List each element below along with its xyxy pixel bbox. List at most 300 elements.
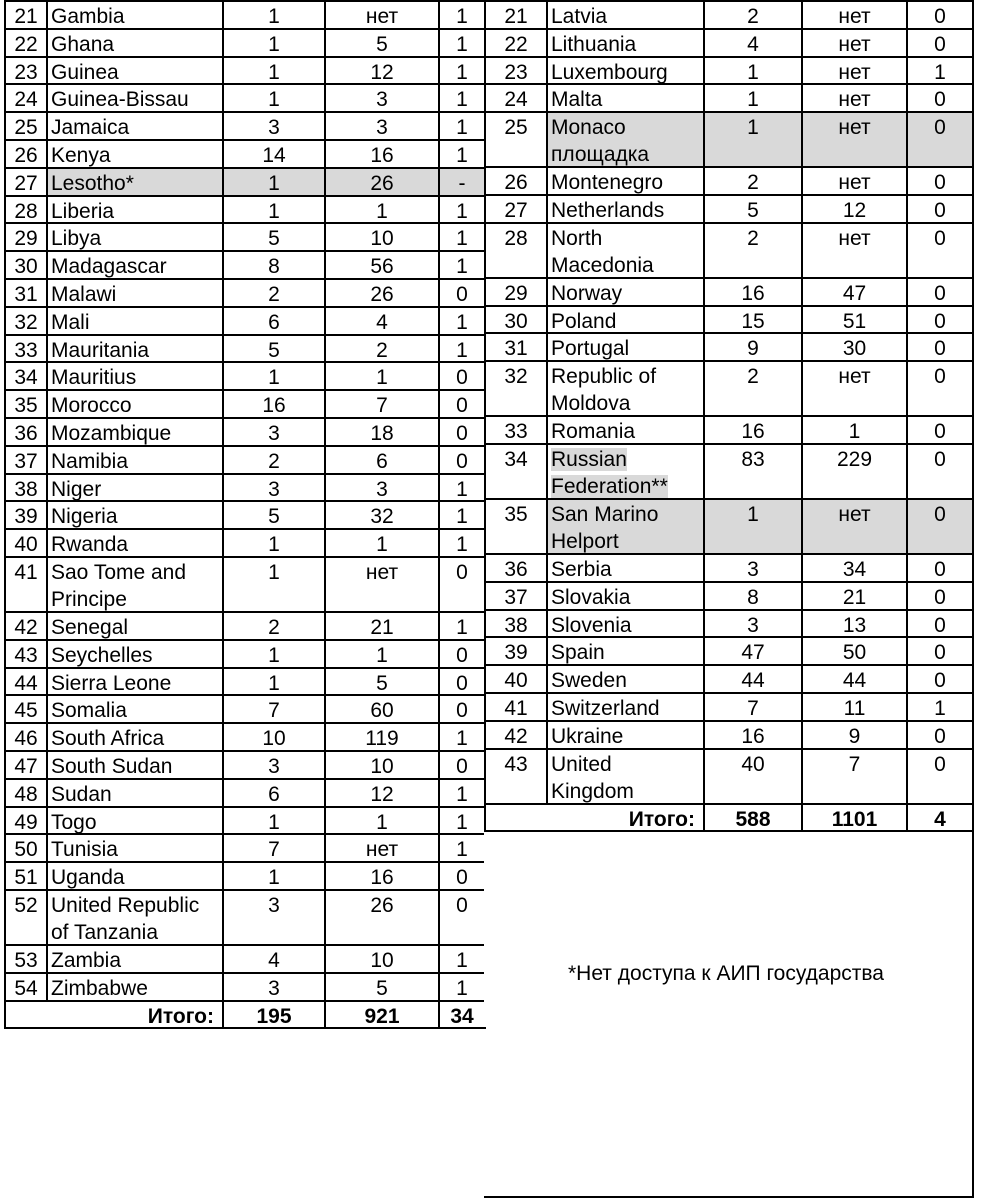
country-name: Ghana xyxy=(46,28,222,56)
value-cell: 5 xyxy=(703,194,801,222)
row-number: 39 xyxy=(484,636,546,664)
country-name: Mozambique xyxy=(46,417,222,445)
value-cell: 4 xyxy=(222,944,324,972)
value-cell: 0 xyxy=(906,748,972,803)
country-name: Malawi xyxy=(46,278,222,306)
value-cell: 1 xyxy=(438,722,484,750)
country-name: Serbia xyxy=(546,553,703,581)
row-number: 22 xyxy=(4,28,46,56)
value-cell: 1 xyxy=(438,222,484,250)
value-cell: 0 xyxy=(438,278,484,306)
value-cell: 1 xyxy=(222,528,324,556)
total-value: 588 xyxy=(703,803,801,831)
value-cell: 60 xyxy=(324,694,438,722)
country-name: Ukraine xyxy=(546,720,703,748)
country-name: Niger xyxy=(46,473,222,501)
value-cell: 0 xyxy=(906,111,972,166)
airports-table xyxy=(4,0,972,1198)
value-cell: 3 xyxy=(703,609,801,637)
value-cell: нет xyxy=(324,833,438,861)
country-name: Sweden xyxy=(546,664,703,692)
total-label: Итого: xyxy=(4,1000,222,1028)
value-cell: 2 xyxy=(222,445,324,473)
value-cell: 34 xyxy=(801,553,906,581)
value-cell: 21 xyxy=(801,581,906,609)
value-cell: 3 xyxy=(222,417,324,445)
value-cell: 26 xyxy=(324,278,438,306)
value-cell: 0 xyxy=(438,694,484,722)
row-number: 32 xyxy=(484,360,546,415)
row-number: 46 xyxy=(4,722,46,750)
value-cell: 11 xyxy=(801,692,906,720)
country-name: Luxembourg xyxy=(546,56,703,84)
value-cell: 1 xyxy=(222,861,324,889)
total-value: 4 xyxy=(906,803,972,831)
country-name: North Macedonia xyxy=(546,222,703,277)
country-name: Madagascar xyxy=(46,250,222,278)
row-number: 41 xyxy=(484,692,546,720)
value-cell: 119 xyxy=(324,722,438,750)
country-name: Switzerland xyxy=(546,692,703,720)
value-cell: 12 xyxy=(324,778,438,806)
country-name: Poland xyxy=(546,305,703,333)
value-cell: 0 xyxy=(906,166,972,194)
country-name: Jamaica xyxy=(46,111,222,139)
value-cell: 21 xyxy=(324,611,438,639)
row-number: 31 xyxy=(4,278,46,306)
value-cell: 0 xyxy=(438,889,484,944)
value-cell: 1 xyxy=(801,415,906,443)
row-number: 40 xyxy=(484,664,546,692)
country-name: Gambia xyxy=(46,0,222,28)
value-cell: 1 xyxy=(222,56,324,84)
country-name: Zambia xyxy=(46,944,222,972)
value-cell: 3 xyxy=(703,553,801,581)
value-cell: 1 xyxy=(222,0,324,28)
value-cell: 0 xyxy=(906,332,972,360)
country-name: Libya xyxy=(46,222,222,250)
value-cell: 5 xyxy=(222,222,324,250)
value-cell: 0 xyxy=(906,581,972,609)
value-cell: 1 xyxy=(438,0,484,28)
country-name: Romania xyxy=(546,415,703,443)
value-cell: 4 xyxy=(324,306,438,334)
country-name: Tunisia xyxy=(46,833,222,861)
row-number: 28 xyxy=(484,222,546,277)
row-number: 34 xyxy=(484,443,546,498)
value-cell: 47 xyxy=(801,277,906,305)
row-number: 42 xyxy=(484,720,546,748)
value-cell: 16 xyxy=(703,277,801,305)
value-cell: 2 xyxy=(324,334,438,362)
value-cell: 13 xyxy=(801,609,906,637)
country-name: Rwanda xyxy=(46,528,222,556)
country-name: Portugal xyxy=(546,332,703,360)
value-cell: 0 xyxy=(906,0,972,28)
row-number: 54 xyxy=(4,972,46,1000)
value-cell: 5 xyxy=(222,334,324,362)
country-name: South Africa xyxy=(46,722,222,750)
value-cell: нет xyxy=(801,498,906,553)
country-name: Guinea xyxy=(46,56,222,84)
value-cell: нет xyxy=(801,111,906,166)
value-cell: 2 xyxy=(222,278,324,306)
value-cell: 1 xyxy=(438,611,484,639)
value-cell: 2 xyxy=(703,360,801,415)
total-value: 1101 xyxy=(801,803,906,831)
table-bottom-border xyxy=(4,1027,486,1029)
row-number: 23 xyxy=(4,56,46,84)
value-cell: 0 xyxy=(438,417,484,445)
value-cell: 44 xyxy=(801,664,906,692)
value-cell: нет xyxy=(324,556,438,611)
value-cell: 1 xyxy=(438,944,484,972)
row-number: 50 xyxy=(4,833,46,861)
value-cell: 1 xyxy=(222,167,324,195)
row-number: 24 xyxy=(4,83,46,111)
value-cell: 4 xyxy=(703,28,801,56)
row-number: 41 xyxy=(4,556,46,611)
value-cell: нет xyxy=(801,56,906,84)
value-cell: 1 xyxy=(438,833,484,861)
value-cell: 47 xyxy=(703,636,801,664)
value-cell: 229 xyxy=(801,443,906,498)
value-cell: 0 xyxy=(906,609,972,637)
value-cell: 1 xyxy=(438,139,484,167)
value-cell: 12 xyxy=(801,194,906,222)
value-cell: 1 xyxy=(222,83,324,111)
row-number: 53 xyxy=(4,944,46,972)
row-number: 26 xyxy=(484,166,546,194)
row-number: 45 xyxy=(4,694,46,722)
frame-right-border xyxy=(972,830,974,1198)
value-cell: 6 xyxy=(222,306,324,334)
country-name: Senegal xyxy=(46,611,222,639)
value-cell: 2 xyxy=(703,166,801,194)
row-number: 30 xyxy=(484,305,546,333)
value-cell: 3 xyxy=(324,473,438,501)
row-number: 27 xyxy=(4,167,46,195)
value-cell: 8 xyxy=(222,250,324,278)
value-cell: 26 xyxy=(324,889,438,944)
row-number: 36 xyxy=(4,417,46,445)
country-name: San Marino Helport xyxy=(546,498,703,553)
row-number: 30 xyxy=(4,250,46,278)
value-cell: нет xyxy=(801,222,906,277)
value-cell: - xyxy=(438,167,484,195)
value-cell: 0 xyxy=(906,222,972,277)
value-cell: 3 xyxy=(222,889,324,944)
value-cell: 1 xyxy=(438,111,484,139)
value-cell: 1 xyxy=(703,83,801,111)
value-cell: 1 xyxy=(906,56,972,84)
value-cell: 7 xyxy=(801,748,906,803)
value-cell: 15 xyxy=(703,305,801,333)
row-number: 33 xyxy=(484,415,546,443)
value-cell: 0 xyxy=(438,361,484,389)
value-cell: 1 xyxy=(438,778,484,806)
value-cell: 1 xyxy=(222,667,324,695)
value-cell: 0 xyxy=(906,636,972,664)
value-cell: 1 xyxy=(438,56,484,84)
value-cell: нет xyxy=(324,0,438,28)
value-cell: 10 xyxy=(324,944,438,972)
value-cell: 7 xyxy=(222,694,324,722)
value-cell: 1 xyxy=(438,83,484,111)
row-number: 21 xyxy=(4,0,46,28)
country-name: Montenegro xyxy=(546,166,703,194)
value-cell: 0 xyxy=(438,861,484,889)
value-cell: 5 xyxy=(324,667,438,695)
value-cell: 12 xyxy=(324,56,438,84)
value-cell: 3 xyxy=(324,111,438,139)
value-cell: нет xyxy=(801,360,906,415)
total-value: 34 xyxy=(438,1000,484,1028)
row-number: 37 xyxy=(4,445,46,473)
row-number: 23 xyxy=(484,56,546,84)
country-name: Mali xyxy=(46,306,222,334)
right-table-border xyxy=(972,0,974,832)
row-number: 26 xyxy=(4,139,46,167)
row-number: 33 xyxy=(4,334,46,362)
frame-bottom-border xyxy=(484,1196,974,1198)
row-number: 36 xyxy=(484,553,546,581)
value-cell: 0 xyxy=(906,553,972,581)
value-cell: 1 xyxy=(703,498,801,553)
value-cell: 1 xyxy=(438,334,484,362)
row-number: 43 xyxy=(484,748,546,803)
country-name: Spain xyxy=(546,636,703,664)
value-cell: 1 xyxy=(222,195,324,223)
value-cell: 0 xyxy=(906,360,972,415)
country-name: Sierra Leone xyxy=(46,667,222,695)
value-cell: 0 xyxy=(906,415,972,443)
row-number: 38 xyxy=(484,609,546,637)
value-cell: 16 xyxy=(324,139,438,167)
value-cell: нет xyxy=(801,28,906,56)
value-cell: 6 xyxy=(222,778,324,806)
value-cell: 1 xyxy=(438,195,484,223)
value-cell: 0 xyxy=(438,556,484,611)
value-cell: 1 xyxy=(222,639,324,667)
value-cell: 0 xyxy=(906,28,972,56)
value-cell: 10 xyxy=(324,222,438,250)
value-cell: 0 xyxy=(906,194,972,222)
country-name: Zimbabwe xyxy=(46,972,222,1000)
country-name: Namibia xyxy=(46,445,222,473)
value-cell: 1 xyxy=(438,306,484,334)
value-cell: 1 xyxy=(438,500,484,528)
value-cell: 1 xyxy=(438,28,484,56)
value-cell: 1 xyxy=(438,473,484,501)
value-cell: 2 xyxy=(703,0,801,28)
value-cell: 1 xyxy=(222,361,324,389)
country-name: Malta xyxy=(546,83,703,111)
value-cell: 16 xyxy=(222,389,324,417)
value-cell: 3 xyxy=(222,750,324,778)
country-name: Nigeria xyxy=(46,500,222,528)
value-cell: 0 xyxy=(906,720,972,748)
row-number: 24 xyxy=(484,83,546,111)
value-cell: 5 xyxy=(324,972,438,1000)
value-cell: 0 xyxy=(906,83,972,111)
value-cell: 9 xyxy=(703,332,801,360)
country-name: Uganda xyxy=(46,861,222,889)
row-number: 40 xyxy=(4,528,46,556)
row-number: 25 xyxy=(484,111,546,166)
value-cell: 0 xyxy=(906,305,972,333)
value-cell: 16 xyxy=(703,720,801,748)
value-cell: 1 xyxy=(438,528,484,556)
total-value: 195 xyxy=(222,1000,324,1028)
country-name: Monaco площадка xyxy=(546,111,703,166)
footnote: *Нет доступа к АИП государства xyxy=(567,962,884,985)
value-cell: 83 xyxy=(703,443,801,498)
value-cell: 10 xyxy=(324,750,438,778)
country-name: Mauritania xyxy=(46,334,222,362)
country-name xyxy=(546,443,703,498)
value-cell: 14 xyxy=(222,139,324,167)
row-number: 52 xyxy=(4,889,46,944)
value-cell: 0 xyxy=(438,445,484,473)
country-name: Lesotho* xyxy=(46,167,222,195)
row-number: 35 xyxy=(484,498,546,553)
value-cell: 1 xyxy=(324,195,438,223)
value-cell: 40 xyxy=(703,748,801,803)
country-name: Togo xyxy=(46,806,222,834)
value-cell: 26 xyxy=(324,167,438,195)
value-cell: 44 xyxy=(703,664,801,692)
value-cell: 1 xyxy=(438,972,484,1000)
value-cell: 1 xyxy=(906,692,972,720)
value-cell: 6 xyxy=(324,445,438,473)
value-cell: 9 xyxy=(801,720,906,748)
value-cell: 30 xyxy=(801,332,906,360)
country-name: United Kingdom xyxy=(546,748,703,803)
country-name: Kenya xyxy=(46,139,222,167)
row-number: 51 xyxy=(4,861,46,889)
value-cell: нет xyxy=(801,0,906,28)
row-number: 31 xyxy=(484,332,546,360)
row-number: 22 xyxy=(484,28,546,56)
value-cell: 8 xyxy=(703,581,801,609)
value-cell: 7 xyxy=(222,833,324,861)
value-cell: 1 xyxy=(222,806,324,834)
row-number: 42 xyxy=(4,611,46,639)
value-cell: 2 xyxy=(703,222,801,277)
value-cell: 1 xyxy=(703,111,801,166)
row-number: 39 xyxy=(4,500,46,528)
country-name: Slovakia xyxy=(546,581,703,609)
row-number: 32 xyxy=(4,306,46,334)
value-cell: 0 xyxy=(906,498,972,553)
country-name: Republic of Moldova xyxy=(546,360,703,415)
country-name: Lithuania xyxy=(546,28,703,56)
row-number: 35 xyxy=(4,389,46,417)
value-cell: нет xyxy=(801,166,906,194)
value-cell: 1 xyxy=(222,556,324,611)
row-number: 44 xyxy=(4,667,46,695)
value-cell: 3 xyxy=(222,473,324,501)
row-number: 21 xyxy=(484,0,546,28)
value-cell: 1 xyxy=(438,806,484,834)
value-cell: 10 xyxy=(222,722,324,750)
country-name: Netherlands xyxy=(546,194,703,222)
row-number: 25 xyxy=(4,111,46,139)
row-number: 29 xyxy=(484,277,546,305)
row-number: 38 xyxy=(4,473,46,501)
country-name: South Sudan xyxy=(46,750,222,778)
row-number: 27 xyxy=(484,194,546,222)
value-cell: 0 xyxy=(438,667,484,695)
country-name: Morocco xyxy=(46,389,222,417)
value-cell: 50 xyxy=(801,636,906,664)
value-cell: нет xyxy=(801,83,906,111)
country-name: Sao Tome and Principe xyxy=(46,556,222,611)
row-number: 37 xyxy=(484,581,546,609)
value-cell: 7 xyxy=(324,389,438,417)
country-name: Latvia xyxy=(546,0,703,28)
table-bottom-border xyxy=(484,830,974,832)
country-name: Guinea-Bissau xyxy=(46,83,222,111)
row-number: 28 xyxy=(4,195,46,223)
value-cell: 1 xyxy=(324,528,438,556)
value-cell: 16 xyxy=(324,861,438,889)
country-name: Mauritius xyxy=(46,361,222,389)
value-cell: 5 xyxy=(222,500,324,528)
country-name: United Republic of Tanzania xyxy=(46,889,222,944)
value-cell: 1 xyxy=(324,361,438,389)
country-name-highlight: Russian Federation** xyxy=(551,448,668,498)
value-cell: 3 xyxy=(222,972,324,1000)
country-name: Somalia xyxy=(46,694,222,722)
value-cell: 0 xyxy=(438,389,484,417)
value-cell: 2 xyxy=(222,611,324,639)
row-number: 29 xyxy=(4,222,46,250)
value-cell: 32 xyxy=(324,500,438,528)
value-cell: 0 xyxy=(438,639,484,667)
value-cell: 0 xyxy=(906,443,972,498)
value-cell: 18 xyxy=(324,417,438,445)
value-cell: 51 xyxy=(801,305,906,333)
value-cell: 1 xyxy=(438,250,484,278)
value-cell: 0 xyxy=(438,750,484,778)
value-cell: 1 xyxy=(324,639,438,667)
country-name: Liberia xyxy=(46,195,222,223)
total-label: Итого: xyxy=(484,803,703,831)
value-cell: 1 xyxy=(222,28,324,56)
value-cell: 3 xyxy=(222,111,324,139)
value-cell: 56 xyxy=(324,250,438,278)
value-cell: 1 xyxy=(703,56,801,84)
value-cell: 16 xyxy=(703,415,801,443)
country-name: Norway xyxy=(546,277,703,305)
value-cell: 1 xyxy=(324,806,438,834)
country-name: Slovenia xyxy=(546,609,703,637)
total-value: 921 xyxy=(324,1000,438,1028)
row-number: 43 xyxy=(4,639,46,667)
row-number: 47 xyxy=(4,750,46,778)
country-name: Sudan xyxy=(46,778,222,806)
value-cell: 7 xyxy=(703,692,801,720)
value-cell: 0 xyxy=(906,664,972,692)
row-number: 49 xyxy=(4,806,46,834)
value-cell: 3 xyxy=(324,83,438,111)
value-cell: 0 xyxy=(906,277,972,305)
row-number: 48 xyxy=(4,778,46,806)
row-number: 34 xyxy=(4,361,46,389)
value-cell: 5 xyxy=(324,28,438,56)
